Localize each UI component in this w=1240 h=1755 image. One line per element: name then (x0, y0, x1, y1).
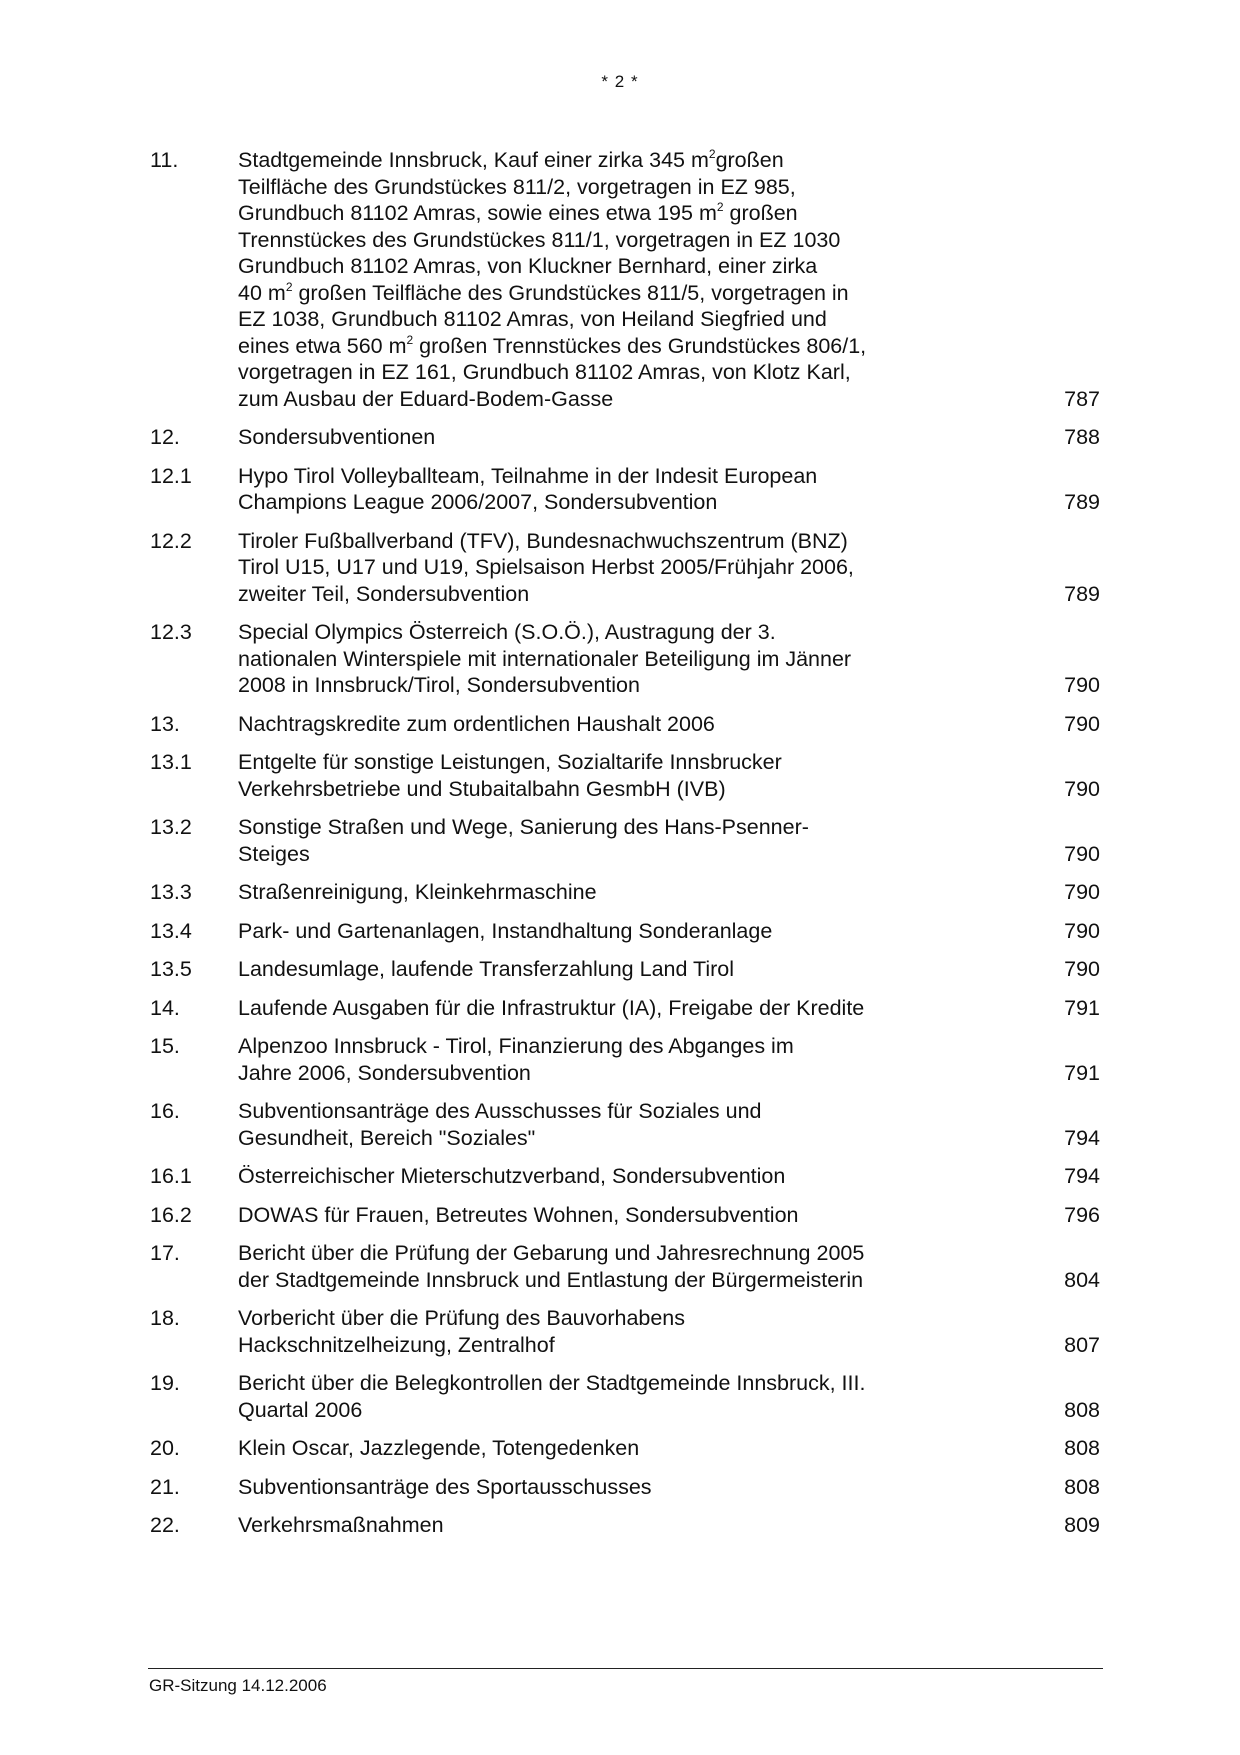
toc-entry-number: 22. (150, 1513, 180, 1537)
toc-entry-title-line: Park- und Gartenanlagen, Instandhaltung Sonderanlage (238, 918, 773, 943)
toc-entry-number: 16. (150, 1099, 180, 1123)
superscript-exponent: 2 (708, 147, 716, 161)
toc-entry-title-line: 40 $m^2$ großen Teilfläche des Grundstückes 811/5, vorgetragen in (238, 279, 849, 305)
toc-entry-title-line: DOWAS für Frauen, Betreutes Wohnen, Sondersubvention (238, 1202, 799, 1227)
toc-entry-title-line: EZ 1038, Grundbuch 81102 Amras, von Heiland Siegfried und (238, 307, 827, 331)
toc-entry-page: 787 (1064, 386, 1100, 411)
toc-entry-title (238, 1512, 938, 1539)
toc-entry-title-line: Klein Oscar, Jazzlegende, Totengedenken (238, 1436, 640, 1460)
toc-entry-title (238, 1305, 938, 1358)
toc-entry-title-line: Alpenzoo Innsbruck - Tirol, Finanzierung des Abganges im (238, 1034, 794, 1058)
toc-entry-title-line: Subventionsanträge des Sportausschusses (238, 1474, 652, 1499)
toc-entry-title (238, 463, 938, 516)
toc-entry-title-line: Special Olympics Österreich (S.O.Ö.), Austragung der 3. (238, 620, 776, 644)
toc-entry-title-line: Tirol U15, U17 und U19, Spielsaison Herbst 2005/Frühjahr 2006, (238, 555, 854, 579)
toc-entry (150, 1474, 1100, 1501)
toc-entry-title-line: Sondersubventionen (238, 425, 436, 449)
toc-entry-page: 789 (1064, 490, 1100, 514)
toc-entry-page: 790 (1064, 776, 1100, 801)
toc-entry (150, 1512, 1100, 1539)
toc-entry-title-line: vorgetragen in EZ 161, Grundbuch 81102 Amras, von Klotz Karl, (238, 360, 851, 384)
toc-entry-title-line: Trennstückes des Grundstückes 811/1, vorgetragen in EZ 1030 (238, 227, 841, 252)
toc-entry-number: 13.5 (150, 957, 192, 981)
toc-entry (150, 749, 1100, 802)
toc-entry-title-line: Steiges (238, 841, 310, 866)
toc-entry-title-line: Quartal 2006 (238, 1397, 363, 1422)
toc-entry-page: 790 (1064, 841, 1100, 866)
toc-entry-title (238, 1202, 938, 1229)
toc-entry-title-line: Stadtgemeinde Innsbruck, Kauf einer zirka 345 $m^2großen$ (238, 147, 784, 172)
toc-entry-title-line: Champions League 2006/2007, Sondersubvention (238, 490, 718, 514)
toc-entry-page: 791 (1064, 1060, 1100, 1085)
toc-entry (150, 424, 1100, 451)
toc-entry (150, 1305, 1100, 1358)
toc-entry-number: 13.3 (150, 880, 192, 904)
toc-entry-title (238, 918, 938, 945)
toc-entry (150, 1163, 1100, 1190)
toc-entry-title-line: Tiroler Fußballverband (TFV), Bundesnachwuchszentrum (BNZ) (238, 528, 848, 553)
table-of-contents (150, 147, 1100, 1551)
toc-entry-title-line: zum Ausbau der Eduard-Bodem-Gasse (238, 386, 614, 411)
toc-entry (150, 1202, 1100, 1229)
toc-entry-title-line: Landesumlage, laufende Transferzahlung Land Tirol (238, 957, 735, 981)
toc-entry-title-line: Vorbericht über die Prüfung des Bauvorhabens (238, 1306, 686, 1330)
toc-entry-title-line: Nachtragskredite zum ordentlichen Haushalt 2006 (238, 711, 715, 736)
toc-entry-title (238, 1163, 938, 1190)
toc-entry-page: 809 (1064, 1513, 1100, 1537)
toc-entry-page: 791 (1064, 995, 1100, 1020)
toc-entry-title (238, 1435, 938, 1462)
toc-entry-title-line: eines etwa 560 $m^2$ großen Trennstückes des Grundstückes 806/1, (238, 332, 867, 358)
toc-entry-number: 12.2 (150, 528, 192, 553)
toc-entry-title-line: zweiter Teil, Sondersubvention (238, 581, 530, 606)
toc-entry-page: 790 (1064, 957, 1100, 981)
toc-entry-number: 20. (150, 1436, 180, 1460)
toc-entry-title-line: Entgelte für sonstige Leistungen, Sozialtarife Innsbrucker (238, 750, 782, 774)
toc-entry-title-line: Verkehrsmaßnahmen (238, 1513, 444, 1537)
toc-entry-page: 790 (1064, 918, 1100, 943)
toc-entry (150, 995, 1100, 1022)
toc-entry-page: 794 (1064, 1164, 1100, 1188)
toc-entry (150, 956, 1100, 983)
toc-entry (150, 1435, 1100, 1462)
toc-entry-title-line: Sonstige Straßen und Wege, Sanierung des Hans-Psenner- (238, 815, 809, 839)
toc-entry-title-line: Laufende Ausgaben für die Infrastruktur (IA), Freigabe der Kredite (238, 995, 865, 1020)
toc-entry-title-line: Bericht über die Prüfung der Gebarung und Jahresrechnung 2005 (238, 1241, 865, 1265)
toc-entry-title (238, 814, 938, 867)
toc-entry-number: 15. (150, 1034, 180, 1058)
toc-entry-title-line: der Stadtgemeinde Innsbruck und Entlastung der Bürgermeisterin (238, 1267, 864, 1292)
toc-entry-number: 18. (150, 1306, 180, 1330)
toc-entry-page: 808 (1064, 1436, 1100, 1460)
toc-entry-number: 13. (150, 711, 180, 736)
toc-entry (150, 918, 1100, 945)
toc-entry-title-line: Hackschnitzelheizung, Zentralhof (238, 1332, 555, 1357)
toc-entry (150, 147, 1100, 412)
toc-entry-title (238, 956, 938, 983)
toc-entry (150, 1033, 1100, 1086)
toc-entry-title (238, 711, 938, 738)
toc-entry-title (238, 995, 938, 1022)
footer-divider (148, 1668, 1103, 1669)
toc-entry-title (238, 749, 938, 802)
toc-entry-page: 789 (1064, 581, 1100, 606)
toc-entry-title (238, 147, 938, 412)
toc-entry-number: 16.1 (150, 1164, 192, 1188)
toc-entry-title (238, 1240, 938, 1293)
toc-entry-page: 804 (1064, 1267, 1100, 1292)
toc-entry-title (238, 879, 938, 906)
toc-entry-number: 12.3 (150, 620, 192, 644)
footer-session-date: GR-Sitzung 14.12.2006 (149, 1676, 327, 1695)
toc-entry-title-line: nationalen Winterspiele mit internationaler Beteiligung im Jänner (238, 646, 852, 671)
toc-entry-title-line: 2008 in Innsbruck/Tirol, Sondersubvention (238, 673, 640, 697)
toc-entry-title (238, 1474, 938, 1501)
toc-entry-number: 13.2 (150, 815, 192, 839)
toc-entry-title-line: Gesundheit, Bereich "Soziales" (238, 1125, 536, 1150)
superscript-exponent: 2 (285, 279, 293, 294)
toc-entry-page: 790 (1064, 673, 1100, 697)
toc-entry (150, 879, 1100, 906)
toc-entry-page: 796 (1064, 1202, 1100, 1227)
toc-entry-title-line: Österreichischer Mieterschutzverband, Sondersubvention (238, 1164, 786, 1188)
toc-entry-number: 13.4 (150, 918, 192, 943)
toc-entry-page: 808 (1064, 1397, 1100, 1422)
toc-entry-title (238, 528, 938, 608)
toc-entry-title (238, 1033, 938, 1086)
toc-entry-number: 12. (150, 425, 180, 449)
toc-entry (150, 814, 1100, 867)
page-number: * 2 * (601, 72, 639, 91)
toc-entry-number: 13.1 (150, 750, 192, 774)
toc-entry-page: 807 (1064, 1332, 1100, 1357)
toc-entry-title (238, 424, 938, 451)
toc-entry-number: 11. (150, 148, 179, 172)
toc-entry-number: 17. (150, 1241, 180, 1265)
toc-entry (150, 1370, 1100, 1423)
toc-entry-title (238, 619, 938, 699)
toc-entry (150, 463, 1100, 516)
toc-entry-title-line: Teilfläche des Grundstückes 811/2, vorgetragen in EZ 985, (238, 174, 796, 199)
toc-entry (150, 528, 1100, 608)
toc-entry-title-line: Verkehrsbetriebe und Stubaitalbahn GesmbH (IVB) (238, 776, 726, 801)
toc-entry-title-line: Bericht über die Belegkontrollen der Stadtgemeinde Innsbruck, III. (238, 1371, 866, 1395)
toc-entry-number: 19. (150, 1371, 180, 1395)
toc-entry-page: 790 (1064, 880, 1100, 904)
superscript-exponent: 2 (716, 200, 724, 214)
toc-entry-title-line: Subventionsanträge des Ausschusses für Soziales und (238, 1099, 762, 1123)
toc-entry (150, 619, 1100, 699)
toc-entry-page: 790 (1064, 711, 1100, 736)
superscript-exponent: 2 (406, 332, 414, 347)
toc-entry-title-line: Grundbuch 81102 Amras, von Kluckner Bernhard, einer zirka (238, 254, 818, 278)
toc-entry-number: 21. (150, 1474, 180, 1499)
toc-entry-number: 12.1 (150, 463, 192, 488)
toc-entry-title-line: Straßenreinigung, Kleinkehrmaschine (238, 880, 597, 904)
toc-entry-title (238, 1098, 938, 1151)
toc-entry (150, 711, 1100, 738)
toc-entry-title (238, 1370, 938, 1423)
toc-entry (150, 1240, 1100, 1293)
toc-entry-number: 16.2 (150, 1202, 192, 1227)
toc-entry-page: 794 (1064, 1125, 1100, 1150)
toc-entry-title-line: Jahre 2006, Sondersubvention (238, 1060, 531, 1085)
toc-entry-page: 808 (1064, 1474, 1100, 1499)
toc-entry-title-line: Grundbuch 81102 Amras, sowie eines etwa 195 $m^2$ großen (238, 200, 798, 225)
toc-entry-page: 788 (1064, 425, 1100, 449)
toc-entry-title-line: Hypo Tirol Volleyballteam, Teilnahme in der Indesit European (238, 463, 818, 488)
toc-entry-number: 14. (150, 995, 180, 1020)
toc-entry (150, 1098, 1100, 1151)
